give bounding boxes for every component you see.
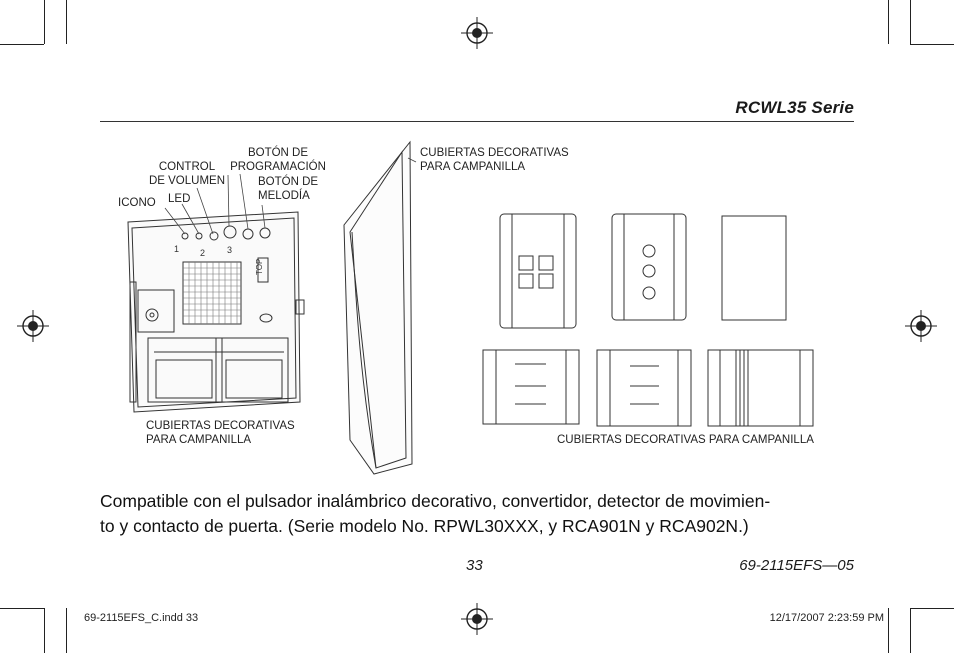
label-icono: ICONO <box>118 197 156 209</box>
compatibility-caption <box>100 489 860 539</box>
label-line: DE VOLUMEN <box>148 175 226 187</box>
decorative-cover-drawing <box>612 214 686 320</box>
label-led: LED <box>168 193 191 205</box>
svg-text:1: 1 <box>174 244 180 254</box>
label-line: PROGRAMACIÓN <box>230 161 326 173</box>
chime-base-drawing <box>128 212 304 412</box>
label-cubiertas-right: CUBIERTAS DECORATIVAS PARA CAMPANILLA <box>557 434 814 446</box>
label-line: PARA CAMPANILLA <box>420 161 526 173</box>
chime-cover-side-drawing <box>344 142 412 474</box>
decorative-cover-drawing <box>500 214 576 328</box>
decorative-cover-drawing <box>483 350 579 424</box>
label-line: CUBIERTAS DECORATIVAS <box>146 420 295 432</box>
label-line: PARA CAMPANILLA <box>146 434 252 446</box>
svg-text:2: 2 <box>200 248 206 258</box>
caption-line: Compatible con el pulsador inalámbrico decorativo, convertidor, detector de movimien- <box>100 491 771 511</box>
decorative-cover-drawing <box>722 216 786 320</box>
caption-line: to y contacto de puerta. (Serie modelo No. RPWL30XXX, y RCA901N y RCA902N.) <box>100 516 749 536</box>
label-line: BOTÓN DE <box>258 176 319 188</box>
label-boton-programacion <box>222 146 334 174</box>
label-line: BOTÓN DE <box>247 147 309 159</box>
svg-text:3: 3 <box>227 245 233 255</box>
slug-file: 69-2115EFS_C.indd 33 <box>84 612 199 624</box>
decorative-cover-drawing <box>708 350 813 426</box>
label-line: CONTROL <box>158 161 216 173</box>
series-title: RCWL35 Serie <box>735 98 854 117</box>
label-boton-melodia <box>258 175 318 203</box>
label-line: MELODÍA <box>258 190 310 202</box>
label-line: CUBIERTAS DECORATIVAS <box>420 147 569 159</box>
label-control-volumen <box>140 160 234 188</box>
decorative-cover-drawing <box>597 350 691 426</box>
slug-date: 12/17/2007 2:23:59 PM <box>769 612 884 624</box>
document-code: 69-2115EFS—05 <box>739 557 854 574</box>
label-cubiertas-top <box>420 146 569 174</box>
page-number: 33 <box>466 557 483 574</box>
label-cubiertas-left <box>146 419 295 447</box>
svg-text:TOP: TOP <box>255 258 264 275</box>
